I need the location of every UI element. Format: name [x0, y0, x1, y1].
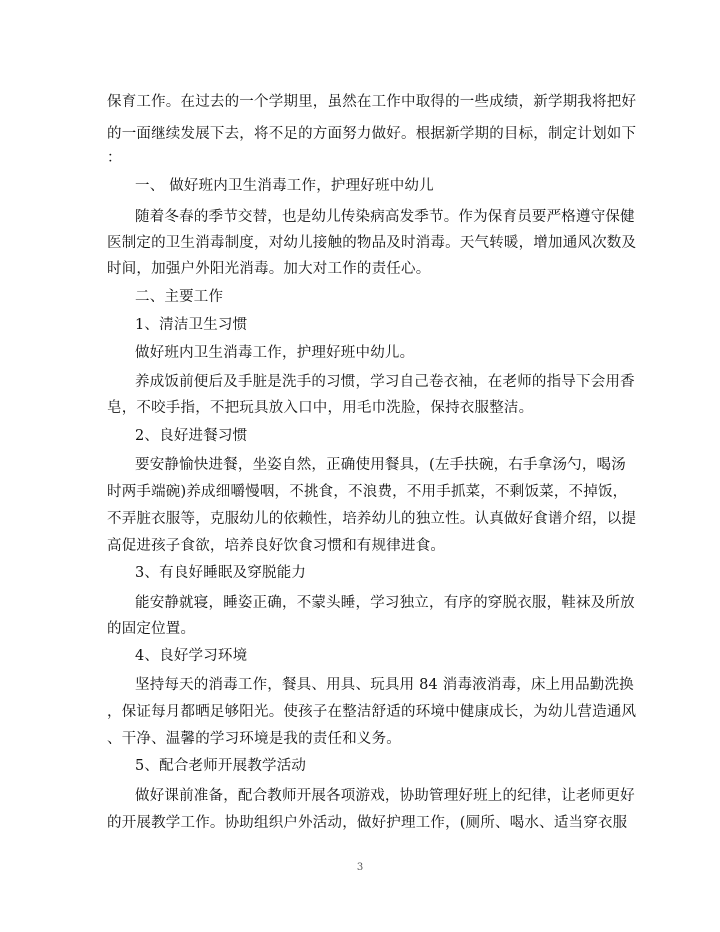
text-line: 高促进孩子食欲，培养良好饮食习惯和有规律进食。 [107, 538, 446, 554]
text-line: 不弄脏衣服等，克服幼儿的依赖性，培养幼儿的独立性。认真做好食谱介绍，以提 [107, 511, 637, 527]
text-line: 随着冬春的季节交替，也是幼儿传染病高发季节。作为保育员要严格遵守保健 [135, 209, 635, 225]
text-line: 做好课前准备，配合教师开展各项游戏，协助管理好班上的纪律，让老师更好 [135, 788, 635, 804]
text-line: 保育工作。在过去的一个学期里，虽然在工作中取得的一些成绩，新学期我将把好 [107, 94, 637, 110]
subsection-heading: 3、有良好睡眠及穿脱能力 [135, 565, 307, 581]
text-line: 时两手端碗)养成细嚼慢咽，不挑食，不浪费，不用手抓菜，不剩饭菜，不掉饭， [107, 484, 628, 500]
text-line: 的一面继续发展下去，将不足的方面努力做好。根据新学期的目标，制定计划如下 [107, 126, 637, 142]
subsection-heading: 5、配合老师开展教学活动 [135, 758, 307, 774]
text-line: 医制定的卫生消毒制度，对幼儿接触的物品及时消毒。天气转暖，增加通风次数及 [107, 235, 637, 251]
text-line: 养成饭前便后及手脏是洗手的习惯，学习自己卷衣袖，在老师的指导下会用香 [135, 374, 635, 390]
text-line: ： [107, 150, 122, 166]
subsection-heading: 1、清洁卫生习惯 [135, 317, 248, 333]
text-line: 坚持每天的消毒工作，餐具、用具、玩具用 84 消毒液消毒，床上用品勤洗换 [135, 677, 634, 693]
section-heading: 二、主要工作 [135, 289, 224, 305]
page-number: 3 [356, 862, 364, 873]
text-line: 做好班内卫生消毒工作，护理好班中幼儿。 [135, 345, 415, 361]
subsection-heading: 2、良好进餐习惯 [135, 428, 248, 444]
text-line: 的固定位置。 [107, 621, 196, 637]
text-line: 时间，加强户外阳光消毒。加大对工作的责任心。 [107, 261, 431, 277]
section-heading: 一、 做好班内卫生消毒工作，护理好班中幼儿 [135, 178, 434, 194]
text-line: ，保证每月都晒足够阳光。使孩子在整洁舒适的环境中健康成长，为幼儿营造通风 [107, 704, 637, 720]
text-line: 、干净、温馨的学习环境是我的责任和义务。 [107, 731, 401, 747]
text-line: 皂，不咬手指，不把玩具放入口中，用毛巾洗脸，保持衣服整洁。 [107, 400, 534, 416]
text-line: 的开展教学工作。协助组织户外活动，做好护理工作，(厕所、喝水、适当穿衣服 [107, 815, 628, 831]
text-line: 能安静就寝，睡姿正确，不蒙头睡，学习独立，有序的穿脱衣服，鞋袜及所放 [135, 595, 635, 611]
text-line: 要安静愉快进餐，坐姿自然，正确使用餐具，(左手扶碗，右手拿汤勺，喝汤 [135, 457, 626, 473]
subsection-heading: 4、良好学习环境 [135, 648, 248, 664]
